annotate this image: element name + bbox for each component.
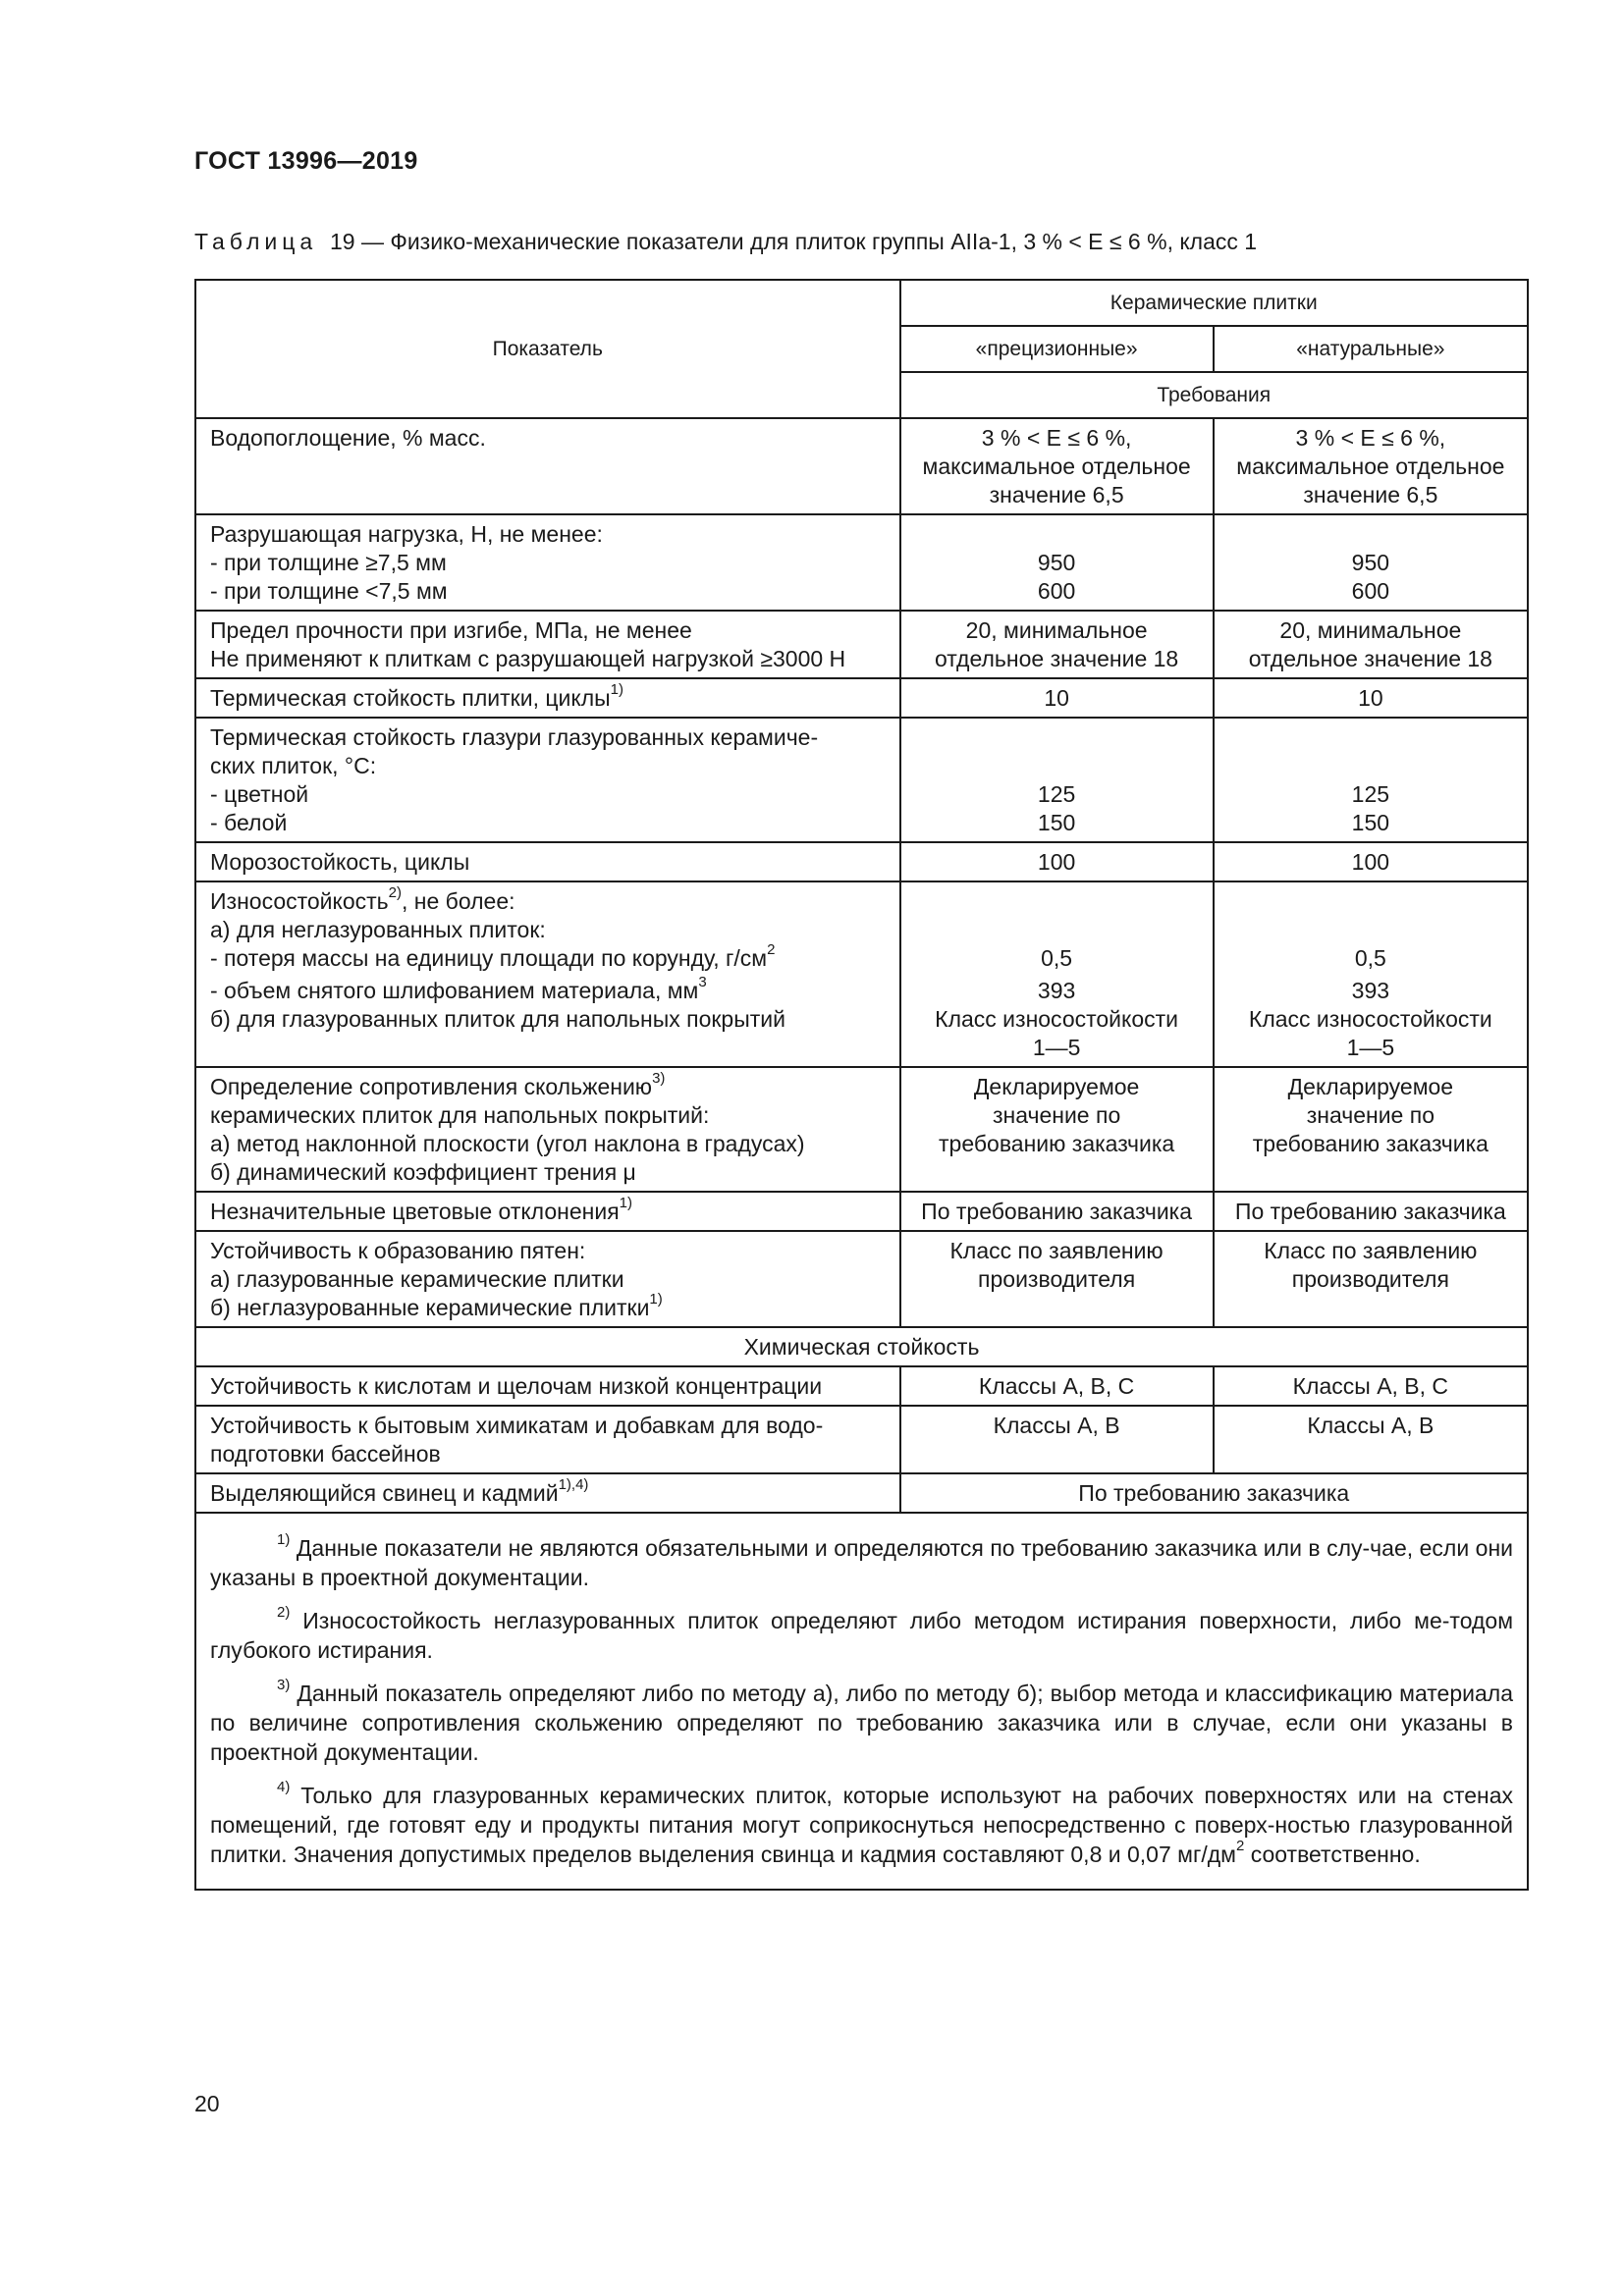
table-row [195,1473,1528,1513]
footnote-mark: 4) [277,1779,291,1796]
row-value: Класс по заявлению производителя [900,1231,1214,1327]
row-value: Классы А, В [900,1406,1214,1473]
row-label: Определение сопротивления скольжению$^{3)}$ керамических плиток для напольных покрытий: а) метод наклонной плоскости (угол наклона в градусах) б) динамический коэффициент трения μ [195,1067,900,1192]
row-value: По требованию заказчика [900,1192,1214,1231]
row-value: Классы А, В [1214,1406,1528,1473]
row-value: 100 [900,842,1214,881]
table-caption-label: Таблица [194,229,318,254]
footnote-ref: 1),4) [558,1476,589,1494]
footnote-ref: 1) [610,681,623,699]
row-value: По требованию заказчика [1214,1192,1528,1231]
table-row [195,842,1528,881]
table-row [195,881,1528,1067]
footnote: $^{3)}$ Данный показатель определяют либо по методу а), либо по методу б); выбор метода и классификацию материала по величине сопротивления скольжению определяют по требованию заказчика или в случае, если они указаны в проектной документации. [210,1677,1513,1765]
document-header: ГОСТ 13996—2019 [194,147,418,175]
footnote-mark: 1) [277,1531,291,1549]
table-row [195,1192,1528,1231]
row-value: 0,5 393 Класс износостойкости 1—5 [1214,881,1528,1067]
row-value: Класс по заявлению производителя [1214,1231,1528,1327]
row-value: 20, минимальное отдельное значение 18 [900,611,1214,678]
row-value: 100 [1214,842,1528,881]
table-row [195,418,1528,514]
table-row [195,514,1528,611]
row-label: Предел прочности при изгибе, МПа, не менее Не применяют к плиткам с разрушающей нагрузкой ≥3000 Н [195,611,900,678]
row-value: 3 % < E ≤ 6 %, максимальное отдельное значение 6,5 [900,418,1214,514]
table-row [195,611,1528,678]
footnote: $^{4)}$ Только для глазурованных керамических плиток, которые используют на рабочих поверхностях или на стенах помещений, где готовят еду и продукты питания могут соприкоснуться непосредственно с поверх-ностью глазурованной плитки. Значения допустимых пределов выделения свинца и кадмия составляют 0,8 и 0,07 $мг/дм^2$ соответственно. [210,1779,1513,1867]
chemical-resistance-header: Химическая стойкость [195,1327,1528,1366]
footnotes-row [195,1513,1528,1890]
table-caption-text: 19 — Физико-механические показатели для плиток группы AIIa-1, 3 % < E ≤ 6 %, класс 1 [329,229,1258,254]
row-value: 20, минимальное отдельное значение 18 [1214,611,1528,678]
table-header-row [195,280,1528,326]
natural-header: «натуральные» [1214,326,1528,372]
row-value: 950 600 [1214,514,1528,611]
footnotes-cell [195,1513,1528,1890]
footnote-ref: 3) [652,1070,666,1088]
tiles-header: Керамические плитки [900,280,1529,326]
row-value: 950 600 [900,514,1214,611]
row-value: 125 150 [900,718,1214,842]
row-value: Декларируемое значение по требованию заказчика [1214,1067,1528,1192]
row-value: Декларируемое значение по требованию заказчика [900,1067,1214,1192]
row-value: 0,5 393 Класс износостойкости 1—5 [900,881,1214,1067]
row-label: Выделяющийся свинец и кадмий$^{1),4)}$ [195,1473,900,1513]
footnote-mark: 3) [277,1677,291,1694]
section-header-row [195,1327,1528,1366]
row-value: 10 [900,678,1214,718]
footnote-ref: 1) [649,1291,663,1308]
table-row [195,1406,1528,1473]
row-label: Устойчивость к образованию пятен: а) глазурованные керамические плитки б) неглазурованные керамические плитки$^{1)}$ [195,1231,900,1327]
row-value: По требованию заказчика [900,1473,1529,1513]
row-label: Термическая стойкость плитки, циклы$^{1)}$ [195,678,900,718]
row-value: 10 [1214,678,1528,718]
row-label: Устойчивость к бытовым химикатам и добавкам для водо- подготовки бассейнов [195,1406,900,1473]
row-value: Классы А, В, С [900,1366,1214,1406]
table-row [195,1366,1528,1406]
footnote-ref: 2) [388,884,403,902]
row-value: 125 150 [1214,718,1528,842]
page-number: 20 [194,2091,220,2116]
row-value: 3 % < E ≤ 6 %, максимальное отдельное значение 6,5 [1214,418,1528,514]
row-value: Классы А, В, С [1214,1366,1528,1406]
row-label: Термическая стойкость глазури глазурованных керамиче- ских плиток, °С: - цветной - белой [195,718,900,842]
table-row [195,718,1528,842]
table-row [195,1067,1528,1192]
row-label: Водопоглощение, % масс. [195,418,900,514]
table-row [195,678,1528,718]
footnote-ref: 1) [619,1195,632,1212]
properties-table [194,279,1529,1891]
precision-header: «прецизионные» [900,326,1214,372]
footnote: $^{2)}$ Износостойкость неглазурованных плиток определяют либо методом истирания поверхности, либо ме-тодом глубокого истирания. [210,1604,1514,1663]
row-label: Незначительные цветовые отклонения$^{1)}$ [195,1192,900,1231]
footnote: $^{1)}$ Данные показатели не являются обязательными и определяются по требованию заказчика или в слу-чае, если они указаны в проектной документации. [210,1531,1513,1590]
row-label: Морозостойкость, циклы [195,842,900,881]
row-label: Разрушающая нагрузка, Н, не менее: - при толщине ≥7,5 мм - при толщине <7,5 мм [195,514,900,611]
row-label: Устойчивость к кислотам и щелочам низкой концентрации [195,1366,900,1406]
footnote-mark: 2) [277,1604,291,1622]
row-label: Износостойкость$^{2)}$, не более: а) для неглазурованных плиток: - потеря массы на единицу площади по корунду, $г/см^2$ - объем снятого шлифованием материала, $мм^3$ б) для глазурованных плиток для напольных покрытий [195,881,900,1067]
table-caption [194,229,1257,255]
table-row [195,1231,1528,1327]
indicator-header: Показатель [195,280,900,418]
requirements-header: Требования [900,372,1529,418]
